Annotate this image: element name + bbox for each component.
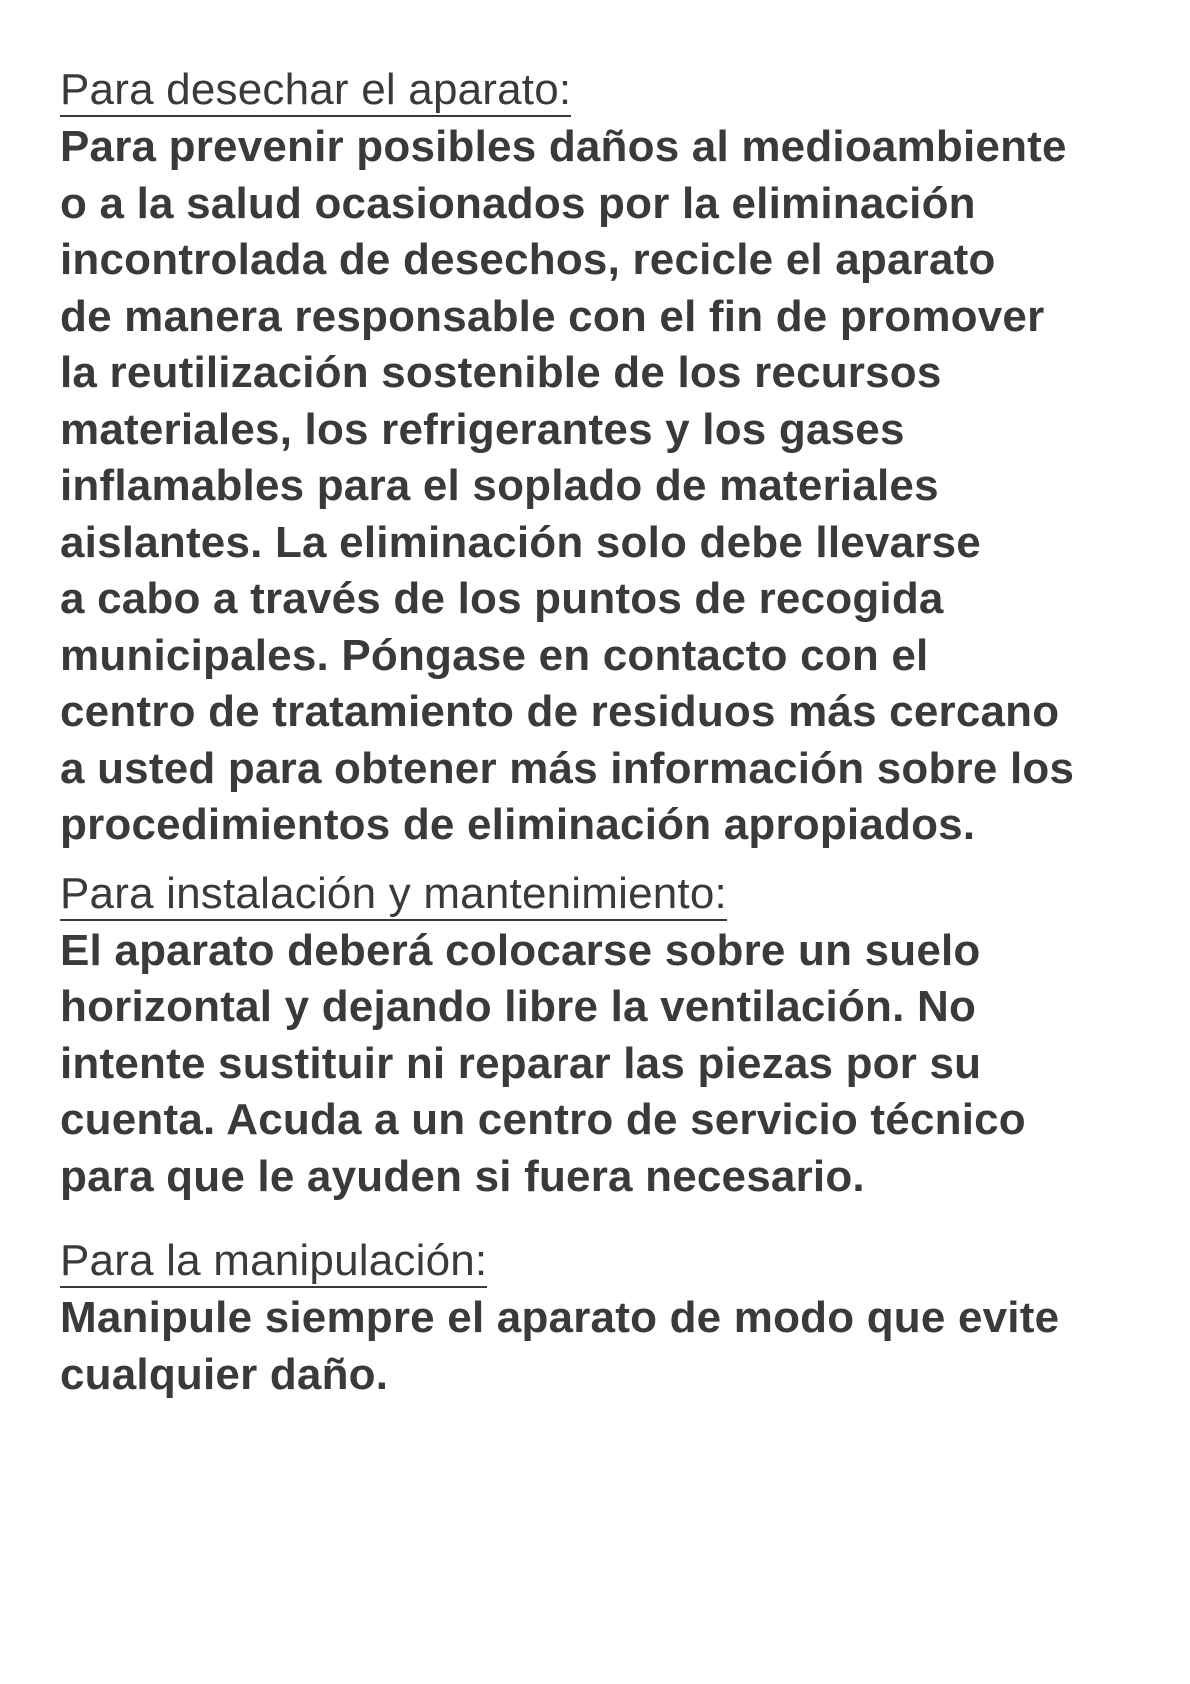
document-page <box>60 62 1170 1403</box>
handling-section <box>60 1233 1170 1403</box>
body-line: centro de tratamiento de residuos más cercano <box>60 687 1060 736</box>
installation-section <box>60 866 1170 1206</box>
body-line: incontrolada de desechos, recicle el aparato <box>60 235 996 284</box>
body-line: intente sustituir ni reparar las piezas por su <box>60 1038 982 1088</box>
section-heading: Para la manipulación: <box>60 1236 487 1288</box>
body-line: Para prevenir posibles daños al medioambiente <box>60 122 1067 171</box>
body-line: para que le ayuden si fuera necesario. <box>60 1151 865 1201</box>
section-heading: Para instalación y mantenimiento: <box>60 869 727 921</box>
body-line: procedimientos de eliminación apropiados. <box>60 800 976 849</box>
body-line: materiales, los refrigerantes y los gases <box>60 404 905 454</box>
body-line: o a la salud ocasionados por la eliminación <box>60 178 976 228</box>
body-line: a cabo a través de los puntos de recogida <box>60 574 944 623</box>
body-line: a usted para obtener más información sobre los <box>60 743 1075 793</box>
body-line: horizontal y dejando libre la ventilación. No <box>60 982 977 1031</box>
body-line: cuenta. Acuda a un centro de servicio técnico <box>60 1095 1026 1144</box>
body-line: inflamables para el soplado de materiales <box>60 461 939 510</box>
body-line: Manipule siempre el aparato de modo que evite <box>60 1293 1060 1342</box>
body-line: de manera responsable con el fin de promover <box>60 291 1045 341</box>
body-line: cualquier daño. <box>60 1349 389 1399</box>
body-line: aislantes. La eliminación solo debe llevarse <box>60 517 981 567</box>
section-heading: Para desechar el aparato: <box>60 65 571 117</box>
body-line: la reutilización sostenible de los recursos <box>60 348 942 397</box>
disposal-section <box>60 62 1170 854</box>
body-line: El aparato deberá colocarse sobre un suelo <box>60 925 981 975</box>
body-line: municipales. Póngase en contacto con el <box>60 630 929 680</box>
